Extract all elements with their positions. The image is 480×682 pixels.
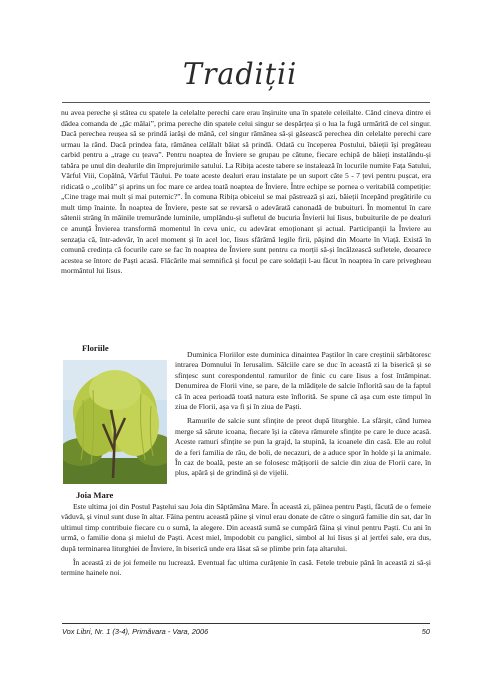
joia-paragraph: Este ultima joi din Postul Paștelui sau Joia din Săptămâna Mare. În această zi, pâinea pentru Paști, făcută de o femeie văduvă, și vinul sunt duse în altar. Făina pentru această pâine și vinul erau donate de către o singură familie din sat, dar în ultimul timp contribuie fiecare cu o sumă, la alegere. Din această sumă se cumpără făina și vinul pentru Paști. Cu ani în urmă, o familie dona și mielul de Paști. Acest miel, împodobit cu panglici, simbol al lui Iisus și al jertfei sale, era dus, după terminarea liturghiei de Înviere, în biserică unde era lăsat să se plimbe prin fața altarului. bbox=[61, 502, 431, 553]
footer-journal: Vox Libri, Nr. 1 (3-4), Primăvara - Vara, 2006 bbox=[62, 627, 209, 636]
intro-text bbox=[61, 108, 431, 277]
willow-tree-photo bbox=[63, 360, 167, 484]
intro-paragraph: nu avea pereche și stătea cu spatele la celelalte perechi care erau înșiruite una în spatele celeilalte. Când cineva dintre ei dădea comanda de „țâc mălai”, prima pereche din spatele celui singur se despărțea și o lua la fugă urmărită de cel singur. Dacă perechea reușea să se prindă iarăși de mână, cel singur rămânea să-și găsească perechea din celelalte perechi care urmau la rând. Dacă prindea fata, rămânea celălalt băiat să prindă. Odată cu începerea Postului, băieții își pregăteau carbid pentru a „trage cu țeava”. Pentru noaptea de Înviere se grupau pe cătune, fiecare echipă de băieți instalându-și tabăra pe unul din dealurile din împrejurimile satului. La Ribița aceste tabere se instalează în locurile numite Fața Satului, Vârful Viii, Copălnă, Vârful Tăului. Pe toate aceste dealuri erau instalate pe un suport câte 5 - 7 țevi pentru pușcat, era ridicată o „colibă” și aprins un foc mare ce ardea toată noaptea de Înviere. Între echipe se pornea o veritabilă competiție: „Cine trage mai mult și mai puternic?”. În comuna Ribița obiceiul se mai păstrează și azi, băieții începând pregătirile cu mult timp înainte. În noaptea de Înviere, peste sat se revarsă o adevărată canonadă de bubuituri. În momentul în care sătenii strâng în mâinile tremurânde luminile, umplându-și sufletul de bucuria Învierii lui Iisus, bubuiturile de pe dealuri ce anunță Învierea transformă momentul în ceva unic, cu adevărat emoționant și actual. Participanții la Înviere au senzația că, într-adevăr, în acel moment și în acel loc, Iisus sfărâmă legile firii, pășind din Moarte în Viață. Există în comună credința că focurile care se fac în noaptea de Înviere sunt pentru ca morții să-și încălzească sufletele, deoarece acestea se întorc de Paști acasă. Flăcările mai semnifică și focul pe care soldații l-au făcut în noaptea în care privegheau mormântul lui Iisus. bbox=[61, 108, 431, 276]
joia-text bbox=[61, 502, 431, 583]
floriile-paragraph: Duminica Floriilor este duminica dinaintea Paștilor în care creștinii sărbătoresc intrarea Domnului în Ierusalim. Sălciile care se duc în această zi la biserică și se sfințesc sunt corespondentul ramurilor de finic cu care Iisus a fost întâmpinat. Denumirea de Florii vine, se pare, de la mlădițele de salcie înflorită sau de la faptul că în acea perioadă toată natura este înflorită. Se spune că așa cum este timpul în ziua de Florii, așa va fi și în ziua de Paști. bbox=[175, 350, 431, 412]
footer-page-number: 50 bbox=[421, 627, 430, 636]
title-rule bbox=[62, 102, 430, 103]
floriile-text bbox=[175, 350, 431, 483]
floriile-heading: Floriile bbox=[82, 343, 109, 353]
footer-rule bbox=[62, 623, 430, 624]
floriile-paragraph: Ramurile de salcie sunt sfințite de preot după liturghie. La sfârșit, când lumea merge să sărute icoana, fiecare își ia câteva rămurele sfințite pe care le duce acasă. Aceste ramuri sfințite se pun la grajd, la stupină, la icoanele din casă. Ele au rolul de a feri familia de rău, de boli, de necazuri, de a aduce spor în holde și la animale. În caz de boală, peste an se folosesc mâțișorii de salcie din ziua de Florii care, în plus, apără și de grindină și de vijelii. bbox=[175, 416, 431, 478]
joia-heading: Joia Mare bbox=[76, 490, 114, 500]
page-title: Tradiții bbox=[182, 57, 298, 92]
joia-paragraph: În această zi de joi femeile nu lucrează. Eventual fac ultima curățenie în casă. Fetele trebuie până în această zi să-și termine hainele noi. bbox=[61, 558, 431, 578]
